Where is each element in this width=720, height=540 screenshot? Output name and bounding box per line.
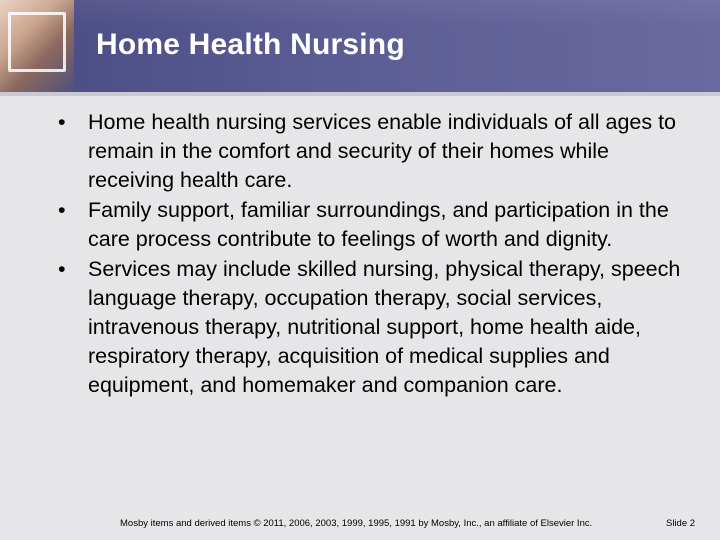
photo-frame [8,12,66,72]
slide-number: Slide 2 [666,518,696,529]
title-divider [0,92,720,96]
bullet-text: Services may include skilled nursing, physical therapy, speech language therapy, occupation therapy, social services, intravenous therapy, nutritional support, home health aide, respiratory therapy, acquisition of medical supplies and equipment, and homemaker and companion care. [88,257,681,397]
slide-footer [0,518,720,534]
bullet-item [50,196,700,254]
slide-title: Home Health Nursing [96,28,405,61]
title-bar [0,0,720,92]
bullet-icon: • [58,257,66,281]
copyright-notice: Mosby items and derived items © 2011, 2006, 2003, 1999, 1995, 1991 by Mosby, Inc., an affiliate of Elsevier Inc. [120,518,593,529]
bullet-text: Home health nursing services enable individuals of all ages to remain in the comfort and security of their homes while receiving health care. [88,110,677,192]
bullet-icon: • [58,198,66,222]
bullet-item [50,108,700,195]
bullet-text: Family support, familiar surroundings, and participation in the care process contribute to feelings of worth and dignity. [88,198,669,251]
caregiver-hands-photo [0,0,74,92]
bullet-list [50,108,700,401]
bullet-icon: • [58,110,66,134]
bullet-item [50,255,700,400]
